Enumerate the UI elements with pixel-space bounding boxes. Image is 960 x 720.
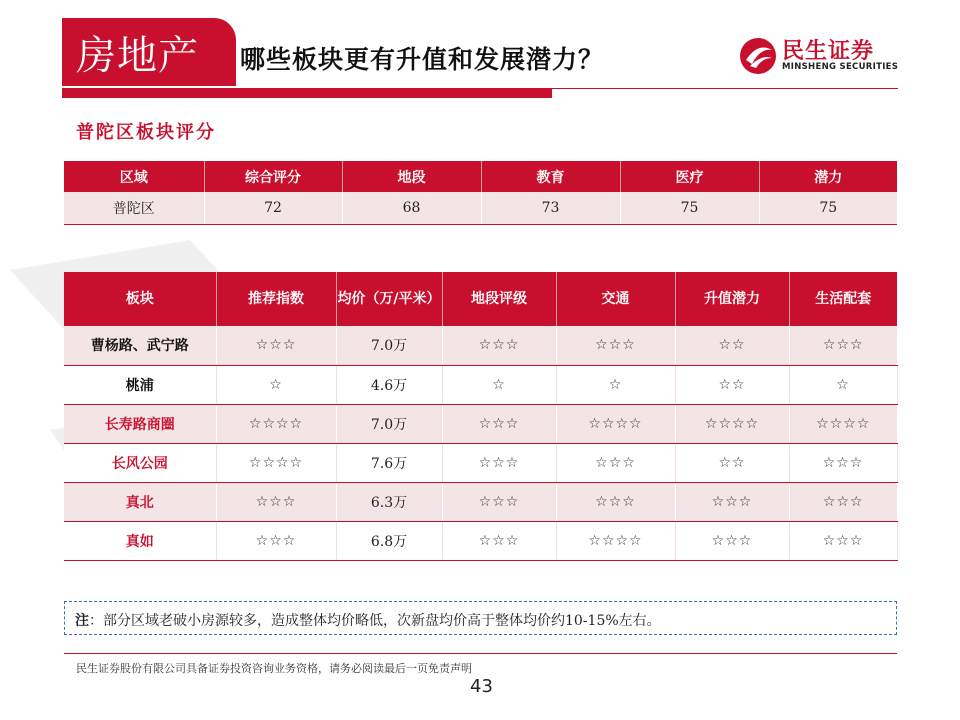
rating-stars: ☆☆☆ [789,521,897,560]
table-row [64,192,897,224]
rating-stars: ☆☆☆ [442,482,556,521]
avg-price: 6.3万 [336,482,442,521]
header-cell: 地段 [342,161,481,192]
rating-stars: ☆☆☆ [675,482,789,521]
header-cell: 生活配套 [789,272,897,326]
rating-stars: ☆☆☆☆ [789,404,897,443]
rating-stars: ☆☆☆ [675,521,789,560]
rating-stars: ☆☆ [675,365,789,404]
category-label: 房地产 [76,33,199,79]
table-row [64,404,897,443]
block-name: 真北 [64,482,216,521]
logo-chinese: 民生证券 [782,39,875,64]
table-cell: 68 [342,192,481,224]
brand-logo [738,34,906,78]
table-row [64,521,897,560]
rating-stars: ☆☆☆ [442,443,556,482]
rating-stars: ☆☆ [675,326,789,365]
note-box [64,601,897,635]
block-name: 曹杨路、武宁路 [64,326,216,365]
rating-stars: ☆☆☆ [789,482,897,521]
header-cell: 潜力 [759,161,897,192]
table-cell: 普陀区 [64,192,204,224]
page-number: 43 [470,676,493,697]
rating-stars: ☆☆☆ [442,326,556,365]
table-row [64,365,897,404]
rating-stars: ☆☆☆ [789,326,897,365]
rating-stars: ☆☆☆ [216,521,336,560]
rating-stars: ☆ [556,365,675,404]
table-cell: 73 [481,192,620,224]
rating-stars: ☆☆☆☆ [556,521,675,560]
table-row [64,482,897,521]
footer-disclaimer: 民生证券股份有限公司具备证券投资咨询业务资格，请务必阅读最后一页免责声明 [76,662,472,675]
table-row [64,326,897,365]
rating-stars: ☆☆☆ [556,482,675,521]
rating-stars: ☆☆☆☆ [556,404,675,443]
rating-stars: ☆☆☆☆ [216,443,336,482]
category-tab [62,18,236,86]
header-cell: 区域 [64,161,204,192]
minsheng-logo-icon [738,36,778,76]
avg-price: 7.6万 [336,443,442,482]
header-cell: 推荐指数 [216,272,336,326]
block-name: 长寿路商圈 [64,404,216,443]
header-cell: 交通 [556,272,675,326]
table-header-row [64,161,897,192]
rating-stars: ☆☆☆ [789,443,897,482]
avg-price: 7.0万 [336,404,442,443]
rating-stars: ☆☆☆ [442,521,556,560]
note-label: 注 [75,613,89,629]
header-cell: 均价（万/平米） [336,272,442,326]
table-header-row [64,272,897,326]
rating-stars: ☆☆☆☆ [216,404,336,443]
block-name: 长风公园 [64,443,216,482]
rating-stars: ☆☆☆ [442,404,556,443]
header-cell: 升值潜力 [675,272,789,326]
rating-stars: ☆☆ [675,443,789,482]
logo-english: MINSHENG SECURITIES [782,62,899,72]
avg-price: 7.0万 [336,326,442,365]
block-name: 桃浦 [64,365,216,404]
page-title: 哪些板块更有升值和发展潜力？ [240,45,605,74]
header-cell: 医疗 [620,161,759,192]
header-cell: 教育 [481,161,620,192]
header-cell: 综合评分 [204,161,342,192]
rating-stars: ☆☆☆ [216,482,336,521]
avg-price: 6.8万 [336,521,442,560]
rating-stars: ☆ [442,365,556,404]
footer-divider [64,653,897,654]
rating-stars: ☆☆☆ [556,326,675,365]
table-cell: 75 [620,192,759,224]
rating-stars: ☆☆☆☆ [675,404,789,443]
rating-stars: ☆ [789,365,897,404]
table-row [64,443,897,482]
table-cell: 72 [204,192,342,224]
rating-stars: ☆☆☆ [216,326,336,365]
block-rating-table [64,272,898,561]
header-cell: 板块 [64,272,216,326]
rating-stars: ☆ [216,365,336,404]
rating-stars: ☆☆☆ [556,443,675,482]
note-text: ：部分区域老破小房源较多，造成整体均价略低，次新盘均价高于整体均价约10-15%左右。 [89,613,661,629]
table-cell: 75 [759,192,897,224]
header-cell: 地段评级 [442,272,556,326]
block-name: 真如 [64,521,216,560]
district-score-table [64,161,897,225]
avg-price: 4.6万 [336,365,442,404]
header-accent-bar [62,88,552,98]
section-title: 普陀区板块评分 [76,122,216,143]
